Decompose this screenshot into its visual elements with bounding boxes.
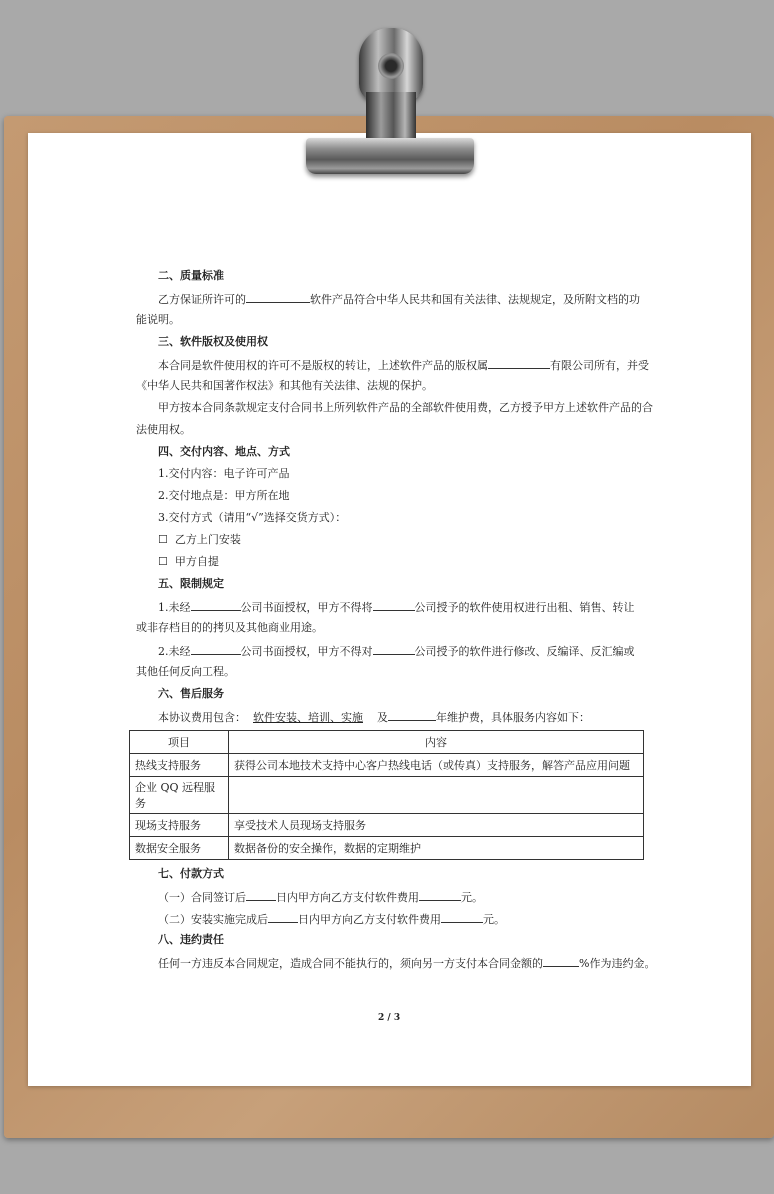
option-pickup[interactable] [158,555,219,569]
paragraph [158,911,505,927]
text: 公司授予的软件进行修改、反编译、反汇编或 [414,645,635,658]
section-heading-quality: 二、质量标准 [158,269,224,282]
underlined-value: 软件安装、培训、实施 [253,711,363,724]
paragraph-cont: 其他任何反向工程。 [136,665,235,678]
table-row [130,837,644,860]
text: 元。 [483,913,505,926]
text: 日内甲方向乙方支付软件费用 [276,891,419,904]
paragraph-cont: 能说明。 [136,313,180,326]
table-cell: 数据备份的安全操作，数据的定期维护 [229,837,644,860]
column-header: 内容 [229,731,644,754]
text: （一）合同签订后 [158,891,246,904]
text: 及 [377,711,388,724]
blank-field [373,599,415,611]
blank-field [419,889,461,901]
paragraph-cont: 《中华人民共和国著作权法》和其他有关法律、法规的保护。 [136,379,433,392]
blank-field [191,599,241,611]
service-table [129,730,644,860]
table-cell: 热线支持服务 [130,754,229,777]
checkbox-icon[interactable]: ☐ [158,555,168,568]
table-cell: 数据安全服务 [130,837,229,860]
paragraph [158,955,655,971]
text: %作为违约金。 [579,957,656,970]
section-heading-copyright: 三、软件版权及使用权 [158,335,268,348]
paragraph [158,357,649,373]
table-row [130,777,644,814]
table-row [130,754,644,777]
blank-field [191,643,241,655]
section-heading-service: 六、售后服务 [158,687,224,700]
list-item: 1.交付内容：电子许可产品 [158,467,290,480]
blank-field [373,643,415,655]
table-cell: 现场支持服务 [130,814,229,837]
option-label: 甲方自提 [174,555,219,568]
text: 公司授予的软件使用权进行出租、销售、转让 [414,601,635,614]
text: 乙方保证所许可的 [158,293,246,306]
section-heading-delivery: 四、交付内容、地点、方式 [158,445,290,458]
paragraph [158,709,590,725]
option-label: 乙方上门安装 [174,533,241,546]
option-onsite[interactable] [158,533,241,547]
text: 有限公司所有，并受 [550,359,649,372]
blank-field [388,709,436,721]
paragraph-cont: 或非存档目的的拷贝及其他商业用途。 [136,621,323,634]
column-header: 项目 [130,731,229,754]
paragraph [158,291,640,307]
blank-field [441,911,483,923]
page-number: 2 / 3 [378,1013,401,1023]
blank-field [246,291,310,303]
table-cell: 获得公司本地技术支持中心客户热线电话（或传真）支持服务，解答产品应用问题 [229,754,644,777]
text: 1.未经 [158,601,191,614]
paragraph-cont: 法使用权。 [136,423,191,436]
text: 本协议费用包含： [158,711,246,724]
text: （二）安装实施完成后 [158,913,268,926]
text: 公司书面授权，甲方不得将 [240,601,373,614]
table-row [130,814,644,837]
table-header-row [130,731,644,754]
section-heading-payment: 七、付款方式 [158,867,224,880]
paragraph [158,889,483,905]
text: 本合同是软件使用权的许可不是版权的转让，上述软件产品的版权属 [158,359,488,372]
text: 2.未经 [158,645,191,658]
table-cell [229,777,644,814]
blank-field [543,955,579,967]
paragraph [158,643,635,659]
blank-field [268,911,298,923]
section-heading-restrictions: 五、限制规定 [158,577,224,590]
list-item: 3.交付方式（请用“√”选择交货方式）： [158,511,347,524]
text: 软件产品符合中华人民共和国有关法律、法规规定，及所附文档的功 [310,293,640,306]
table-cell: 企业 QQ 远程服务 [130,777,229,814]
text: 任何一方违反本合同规定，造成合同不能执行的，须向另一方支付本合同金额的 [158,957,543,970]
paragraph [158,599,635,615]
paragraph: 甲方按本合同条款规定支付合同书上所列软件产品的全部软件使用费，乙方授予甲方上述软件产品的合 [158,401,653,414]
table-cell: 享受技术人员现场支持服务 [229,814,644,837]
blank-field [246,889,276,901]
checkbox-icon[interactable]: ☐ [158,533,168,546]
text: 年维护费，具体服务内容如下： [436,711,590,724]
text: 日内甲方向乙方支付软件费用 [298,913,441,926]
text: 元。 [461,891,483,904]
blank-field [488,357,550,369]
list-item: 2.交付地点是：甲方所在地 [158,489,290,502]
section-heading-liability: 八、违约责任 [158,933,224,946]
text: 公司书面授权，甲方不得对 [240,645,373,658]
